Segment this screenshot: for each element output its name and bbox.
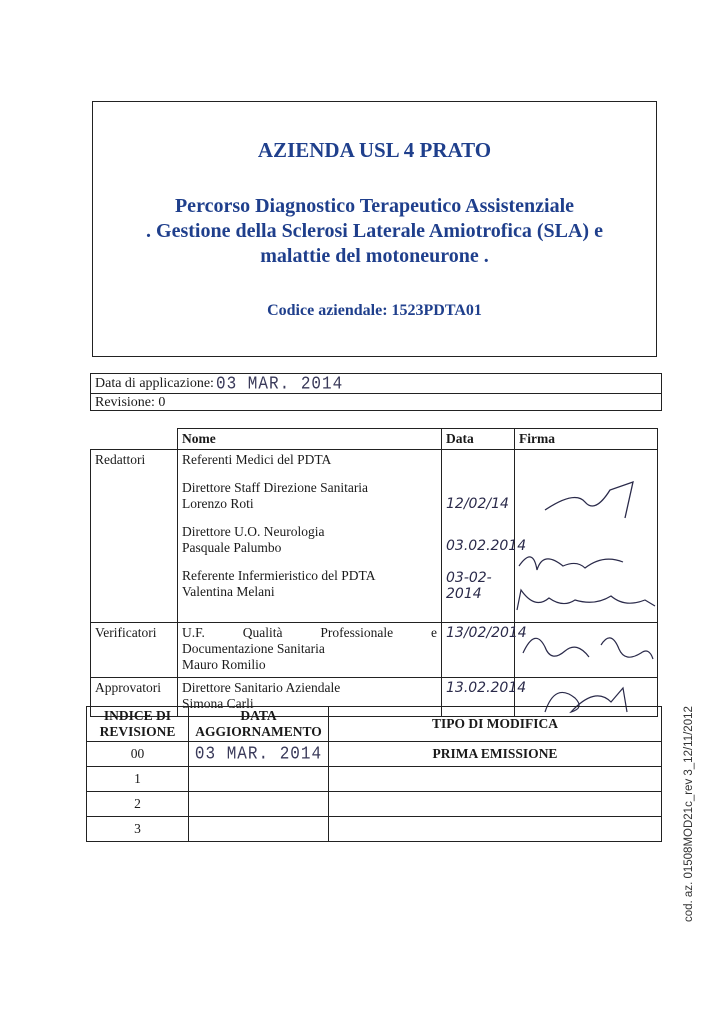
- header-type: TIPO DI MODIFICA: [329, 707, 662, 742]
- revision-label: Revisione: 0: [95, 395, 166, 410]
- redattore-entry: Direttore U.O. Neurologia Pasquale Palumbo: [182, 524, 325, 555]
- verificatori-names: U.F. Qualità Professionale e Documentazione Sanitaria Mauro Romilio: [178, 623, 442, 678]
- header-firma: Firma: [515, 429, 658, 450]
- title-line: Percorso Diagnostico Terapeutico Assistenziale: [174, 195, 575, 217]
- header-data: Data: [442, 429, 515, 450]
- header-nome: Nome: [178, 429, 442, 450]
- redattori-dates: [442, 450, 527, 623]
- signatures-table: [90, 428, 658, 717]
- revision-index: 1: [87, 767, 189, 792]
- header-date: DATA AGGIORNAMENTO: [189, 707, 329, 742]
- role-approvatori: Approvatori: [91, 678, 178, 717]
- application-date-label: Data di applicazione:: [95, 376, 214, 391]
- verificatori-row: [91, 623, 658, 678]
- signatures-header-row: [91, 429, 658, 450]
- revision-index: 00: [87, 742, 189, 767]
- document-title: [110, 194, 639, 269]
- revision-type: [329, 767, 662, 792]
- redattori-names: [178, 450, 442, 623]
- revision-row: [87, 767, 662, 792]
- revision-row: [87, 742, 662, 767]
- revision-index: 3: [87, 817, 189, 842]
- application-date-stamp: 03 MAR. 2014: [216, 373, 344, 395]
- title-line: malattie del motoneurone .: [260, 245, 489, 267]
- signature-date: 13.02.2014: [446, 680, 527, 696]
- verificatori-signature: [515, 623, 658, 678]
- title-line: . Gestione della Sclerosi Laterale Amiotrofica (SLA) e: [146, 220, 603, 242]
- revisions-header-row: [87, 707, 662, 742]
- verificatori-date: [442, 623, 527, 678]
- role-verificatori: Verificatori: [91, 623, 178, 678]
- redattore-entry: Referente Infermieristico del PDTA Valentina Melani: [182, 568, 376, 599]
- approvatori-names: Direttore Sanitario Aziendale Simona Carli: [178, 678, 442, 717]
- header-index: INDICE DI REVISIONE: [87, 707, 189, 742]
- handwritten-signatures: [515, 450, 658, 622]
- redattore-entry: Referenti Medici del PDTA: [182, 452, 332, 467]
- revision-date: [189, 792, 329, 817]
- revision-row: [87, 792, 662, 817]
- document-code: Codice aziendale: 1523PDTA01: [267, 302, 482, 319]
- signature-date: 03.02.2014: [446, 538, 527, 554]
- revision-type: PRIMA EMISSIONE: [329, 742, 662, 767]
- redattori-signatures: [515, 450, 658, 623]
- signature-date: 13/02/2014: [446, 625, 527, 641]
- redattori-row: [91, 450, 658, 623]
- revision-date: [189, 767, 329, 792]
- footer-module-code: cod. az. 01508MOD21c_rev 3_12/11/2012: [683, 706, 695, 922]
- org-name: AZIENDA USL 4 PRATO: [257, 138, 492, 162]
- revision-type: [329, 817, 662, 842]
- role-redattori: Redattori: [91, 450, 178, 623]
- revision-date: 03 MAR. 2014: [189, 742, 329, 767]
- revision-date: [189, 817, 329, 842]
- revision-row: [87, 817, 662, 842]
- signature-date: 03-02-2014: [446, 570, 492, 602]
- redattore-entry: Direttore Staff Direzione Sanitaria Lorenzo Roti: [182, 480, 369, 511]
- revision-type: [329, 792, 662, 817]
- revisions-table: [86, 706, 662, 842]
- handwritten-signature: [515, 623, 658, 677]
- signature-date: 12/02/14: [446, 496, 509, 512]
- revision-index: 2: [87, 792, 189, 817]
